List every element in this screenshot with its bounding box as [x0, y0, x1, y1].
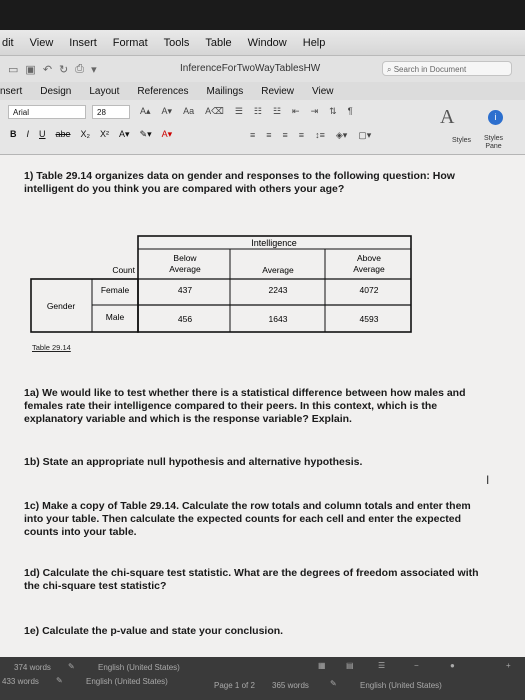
bold-button[interactable]: B	[10, 129, 17, 139]
question-1c: 1c) Make a copy of Table 29.14. Calculate the row totals and column totals and enter them into your table. Then calculate the expected counts for each cell and enter the expected counts into your table.	[24, 500, 471, 538]
styles-pane-button[interactable]: Styles Pane	[484, 135, 504, 150]
font-color-icon[interactable]: A▾	[161, 129, 173, 139]
info-icon[interactable]: i	[488, 110, 503, 125]
cell-female-average: 2243	[268, 285, 288, 295]
change-case-icon[interactable]: Aa	[183, 106, 195, 116]
zoom-in-icon[interactable]: +	[506, 661, 511, 670]
menu-bar	[0, 30, 525, 56]
highlight-icon[interactable]: ✎▾	[139, 129, 152, 139]
shading-icon[interactable]: ◈▾	[335, 130, 348, 140]
question-1b: 1b) State an appropriate null hypothesis and alternative hypothesis.	[24, 456, 363, 468]
table-caption: Table 29.14	[32, 343, 71, 352]
outline-view-icon[interactable]: ☰	[378, 661, 386, 670]
cell-male-average: 1643	[268, 314, 288, 324]
italic-button[interactable]: I	[26, 129, 30, 139]
proofing-icon-bottom[interactable]: ✎	[56, 676, 63, 685]
document-title: InferenceForTwoWayTablesHW	[180, 63, 321, 74]
cell-male-above: 4593	[359, 314, 379, 324]
outdent-icon[interactable]: ⇤	[292, 106, 300, 116]
col-header-above: Above Average	[353, 253, 385, 274]
tab-review[interactable]: Review	[261, 85, 295, 97]
print-icon[interactable]: ⎙	[75, 62, 85, 75]
align-left-icon[interactable]: ≡	[250, 130, 256, 140]
text-cursor-icon: I	[486, 473, 490, 487]
data-table-29-14	[30, 235, 412, 333]
print-layout-icon[interactable]: ▦	[318, 661, 326, 670]
indent-icon[interactable]: ⇥	[310, 106, 319, 116]
screen-top-edge	[0, 0, 525, 30]
font-size-select[interactable]: 28	[92, 105, 130, 119]
tab-design[interactable]: Design	[40, 85, 72, 97]
clear-format-icon[interactable]: A⌫	[205, 106, 224, 116]
menu-edit[interactable]: dit	[2, 36, 14, 49]
grow-font-icon[interactable]: A▴	[140, 106, 151, 116]
tab-references[interactable]: References	[137, 85, 189, 97]
question-1: 1) Table 29.14 organizes data on gender and responses to the following question: How intelligent do you think you are compared with others your age?	[24, 170, 455, 195]
word-count-bottom[interactable]: 433 words	[2, 677, 39, 686]
language-bottom[interactable]: English (United States)	[86, 677, 168, 686]
tab-insert[interactable]: nsert	[0, 85, 23, 97]
page-indicator[interactable]: Page 1 of 2	[214, 681, 255, 690]
language-top[interactable]: English (United States)	[98, 663, 180, 672]
zoom-slider-thumb[interactable]: ●	[450, 661, 455, 670]
undo-icon[interactable]: ↶	[42, 63, 53, 76]
borders-icon[interactable]: ▢▾	[358, 130, 372, 140]
align-right-icon[interactable]: ≡	[282, 130, 288, 140]
word-count-top[interactable]: 374 words	[14, 663, 51, 672]
menu-view[interactable]: View	[29, 36, 54, 49]
menu-window[interactable]: Window	[247, 36, 287, 49]
zoom-out-icon[interactable]: −	[414, 661, 419, 670]
language-right[interactable]: English (United States)	[360, 681, 442, 690]
proofing-icon-right[interactable]: ✎	[330, 679, 337, 688]
save-icon[interactable]: ▣	[25, 63, 36, 76]
line-spacing-icon[interactable]: ↕≡	[315, 130, 325, 140]
table-count-label: Count	[112, 265, 135, 275]
justify-icon[interactable]: ≡	[298, 130, 305, 140]
shrink-font-icon[interactable]: A▾	[161, 106, 173, 116]
styles-gallery-icon[interactable]: A	[440, 106, 455, 128]
col-header-average: Average	[262, 265, 294, 275]
menu-tools[interactable]: Tools	[163, 36, 190, 49]
text-effects-icon[interactable]: A▾	[119, 129, 130, 139]
menu-insert[interactable]: Insert	[69, 36, 97, 49]
web-layout-icon[interactable]: ▤	[346, 661, 354, 670]
subscript-button[interactable]: X₂	[80, 129, 91, 139]
tab-view[interactable]: View	[312, 85, 334, 97]
tab-layout[interactable]: Layout	[89, 85, 120, 97]
menu-format[interactable]: Format	[112, 36, 148, 49]
numbering-icon[interactable]: ☷	[253, 106, 262, 116]
redo-icon[interactable]: ↻	[59, 63, 69, 76]
ribbon-tabs	[0, 82, 525, 100]
col-header-below: Below Average	[169, 253, 201, 274]
question-1a: 1a) We would like to test whether there is a statistical difference between how males and females rate their intelligence compared to their peers. In this context, which is the explanatory variable and which is the response variable? Explain.	[24, 387, 466, 425]
row-label-female: Female	[100, 285, 130, 295]
row-label-male: Male	[105, 312, 125, 322]
question-1d: 1d) Calculate the chi-square test statistic. What are the degrees of freedom associated with the chi-square test statistic?	[24, 567, 479, 592]
menu-table[interactable]: Table	[205, 36, 232, 49]
row-group-gender: Gender	[46, 301, 76, 311]
cell-female-above: 4072	[359, 285, 379, 295]
search-input[interactable]: ⌕ Search in Document	[382, 61, 512, 76]
customize-icon[interactable]: ▾	[91, 63, 97, 76]
strikethrough-button[interactable]: abe	[55, 129, 71, 139]
bullets-icon[interactable]: ☰	[234, 106, 243, 116]
cell-female-below: 437	[177, 285, 193, 295]
sort-icon[interactable]: ⇅	[329, 106, 337, 116]
sidebar-icon[interactable]: ▭	[8, 63, 19, 76]
pilcrow-icon[interactable]: ¶	[347, 106, 353, 116]
word-count-right[interactable]: 365 words	[272, 681, 309, 690]
title-bar	[0, 56, 525, 82]
document-page[interactable]	[0, 155, 525, 657]
align-center-icon[interactable]: ≡	[266, 130, 272, 140]
status-bar	[0, 657, 525, 700]
proofing-icon[interactable]: ✎	[68, 662, 75, 671]
cell-male-below: 456	[177, 314, 193, 324]
ribbon-toolbar	[0, 100, 525, 155]
tab-mailings[interactable]: Mailings	[206, 85, 244, 97]
font-name-select[interactable]: Arial	[8, 105, 86, 119]
underline-button[interactable]: U	[39, 129, 46, 139]
search-icon: ⌕	[387, 65, 394, 74]
superscript-button[interactable]: X²	[100, 129, 110, 139]
styles-label[interactable]: Styles	[452, 137, 472, 144]
table-group-header: Intelligence	[251, 238, 297, 248]
question-1e: 1e) Calculate the p-value and state your conclusion.	[24, 625, 284, 637]
multilevel-icon[interactable]: ☳	[272, 106, 282, 116]
menu-help[interactable]: Help	[302, 36, 326, 49]
